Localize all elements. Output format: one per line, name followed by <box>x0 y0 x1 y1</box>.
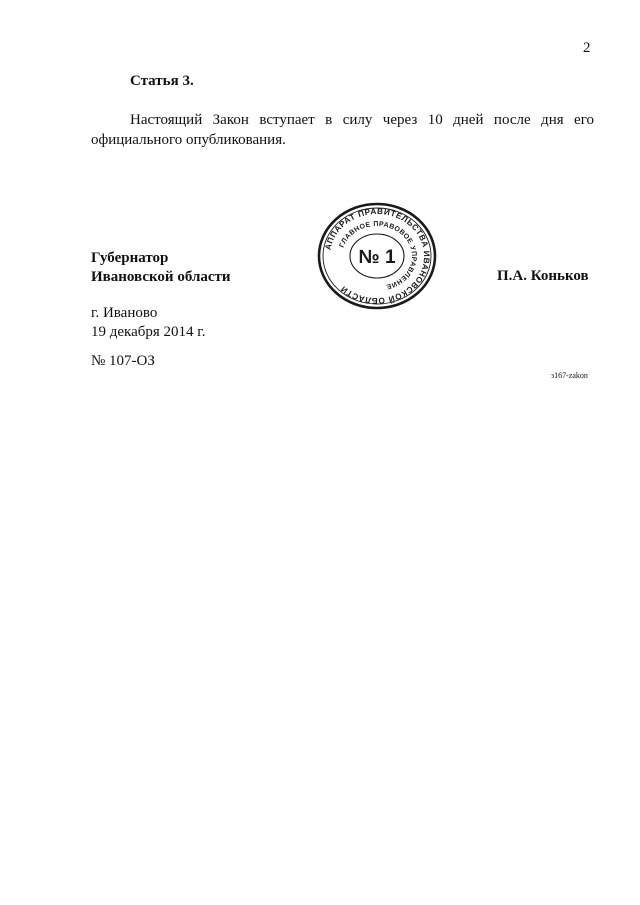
signer-title-line1: Губернатор <box>91 250 169 266</box>
article-heading: Статья 3. <box>130 73 194 89</box>
official-seal <box>316 201 438 311</box>
article-body: Настоящий Закон вступает в силу через 10 дней после дня его официального опубликования. <box>91 112 594 148</box>
law-number: № 107-ОЗ <box>91 353 155 369</box>
seal-inner-text: ГЛАВНОЕ ПРАВОВОЕ УПРАВЛЕНИЕ <box>338 220 418 290</box>
issue-date: 19 декабря 2014 г. <box>91 324 206 340</box>
place-date <box>91 304 206 342</box>
seal-outer-text: АППАРАТ ПРАВИТЕЛЬСТВА ИВАНОВСКОЙ ОБЛАСТИ <box>323 206 432 306</box>
file-code: з167-zakon <box>551 371 588 380</box>
seal-number: № 1 <box>358 247 396 268</box>
signer-title <box>91 249 231 287</box>
signer-title-line2: Ивановской области <box>91 269 231 285</box>
page-number: 2 <box>583 40 591 56</box>
issue-place: г. Иваново <box>91 305 158 321</box>
signer-name: П.А. Коньков <box>497 268 589 284</box>
